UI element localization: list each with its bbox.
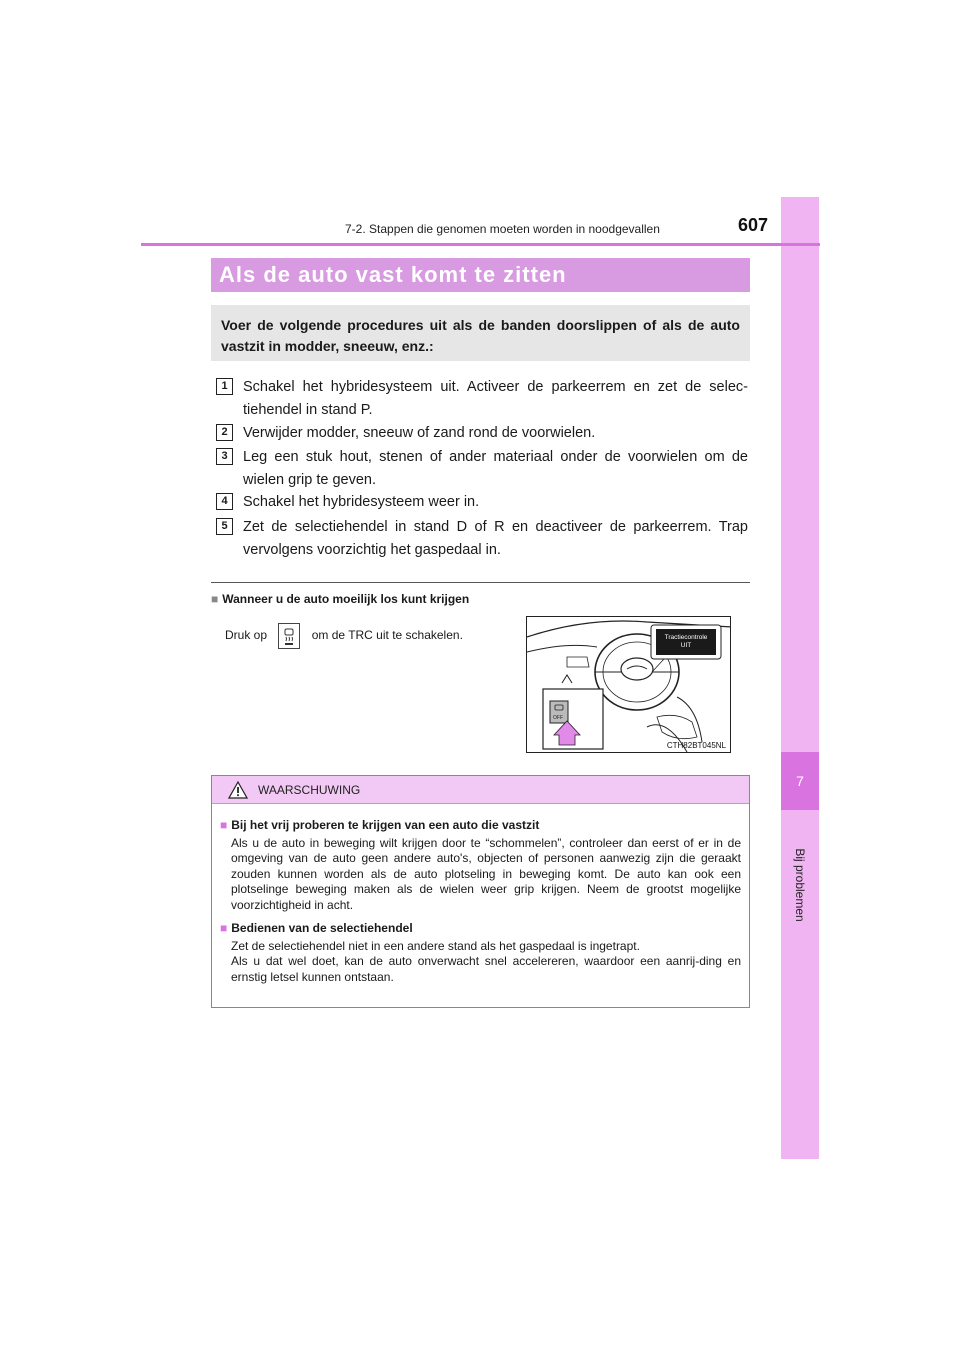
warning-body (212, 804, 749, 985)
section-divider (211, 582, 750, 583)
warning-header (212, 776, 749, 804)
dashboard-drawing (527, 617, 731, 753)
warning-item-text: Als u de auto in beweging wilt krijgen door te “schommelen”, controleer dan eerst of er in de omgeving van de auto geen andere auto's, objecten of personen aanwezig zijn die geraakt zouden kunnen worden als de auto plotseling in beweging komt. De auto kan ook een plotselinge beweging maken als de wielen weer grip krijgen. Neem de grootst mogelijke voorzichtigheid in acht. (231, 835, 741, 912)
press-before-text: Druk op (225, 628, 268, 642)
header-divider (141, 243, 820, 246)
chapter-label (784, 845, 816, 925)
intro-box: Voer de volgende procedures uit als de banden doorslippen of als de auto vastzit in modder, sneeuw, enz.: (211, 305, 750, 361)
side-tab (781, 197, 819, 1159)
chapter-label-text: Bij problemen (793, 848, 807, 922)
step-text: Schakel het hybridesysteem uit. Activeer de parkeerrem en zet de selec-tiehendel in stand P. (243, 379, 748, 418)
warning-box (211, 775, 750, 1008)
figure-code: CTH82BT045NL (666, 741, 726, 750)
step-text: Zet de selectiehendel in stand D of R en deactiveer de parkeerrem. Trap vervolgens voorzichtig het gaspedaal in. (243, 519, 748, 558)
step-2 (216, 422, 748, 445)
warning-item-title-text: Bij het vrij proberen te krijgen van een auto die vastzit (231, 818, 540, 832)
step-3 (216, 446, 748, 492)
warning-item-text-line: Als u dat wel doet, kan de auto onverwacht snel accelereren, waardoor een aanrij-ding en ernstig letsel kunnen ontstaan. (231, 954, 741, 984)
dashboard-illustration (526, 616, 731, 753)
subsection-heading-text: Wanneer u de auto moeilijk los kunt krijgen (222, 592, 470, 606)
callout-line-1: Tractiecontrole (664, 634, 708, 641)
page-number: 607 (738, 215, 769, 235)
step-text: Schakel het hybridesysteem weer in. (243, 494, 480, 510)
chapter-number: 7 (781, 752, 819, 810)
warning-item-text (231, 939, 741, 986)
warning-item-title-text: Bedienen van de selectiehendel (231, 921, 413, 935)
warning-item-title (220, 818, 741, 834)
warning-label: WAARSCHUWING (258, 783, 361, 797)
warning-item-title (220, 921, 741, 937)
step-text: Leg een stuk hout, stenen of ander materiaal onder de voorwielen om de wielen grip te geven. (243, 449, 748, 488)
step-text: Verwijder modder, sneeuw of zand rond de voorwielen. (243, 425, 596, 441)
step-number: 1 (216, 378, 233, 395)
step-number: 3 (216, 448, 233, 465)
press-after-text: om de TRC uit te schakelen. (311, 628, 463, 642)
step-1 (216, 376, 748, 422)
figure-off-label: OFF (553, 715, 563, 721)
step-number: 5 (216, 518, 233, 535)
callout-line-2: UIT (680, 642, 692, 649)
bullet-square-icon: ■ (220, 818, 228, 832)
step-number: 4 (216, 493, 233, 510)
page-title: Als de auto vast komt te zitten (219, 262, 567, 287)
trc-off-button-icon (278, 623, 300, 649)
section-header: 7-2. Stappen die genomen moeten worden in noodgevallen (345, 222, 660, 236)
title-bar (211, 258, 750, 292)
warning-triangle-icon (228, 781, 248, 804)
subsection-heading (211, 592, 469, 606)
warning-item-text-line: Zet de selectiehendel niet in een andere stand als het gaspedaal is ingetrapt. (231, 938, 640, 953)
bullet-square-icon: ■ (211, 592, 219, 606)
step-5 (216, 516, 748, 562)
step-number: 2 (216, 424, 233, 441)
trc-instruction (225, 620, 463, 650)
bullet-square-icon: ■ (220, 921, 228, 935)
step-4 (216, 491, 748, 514)
